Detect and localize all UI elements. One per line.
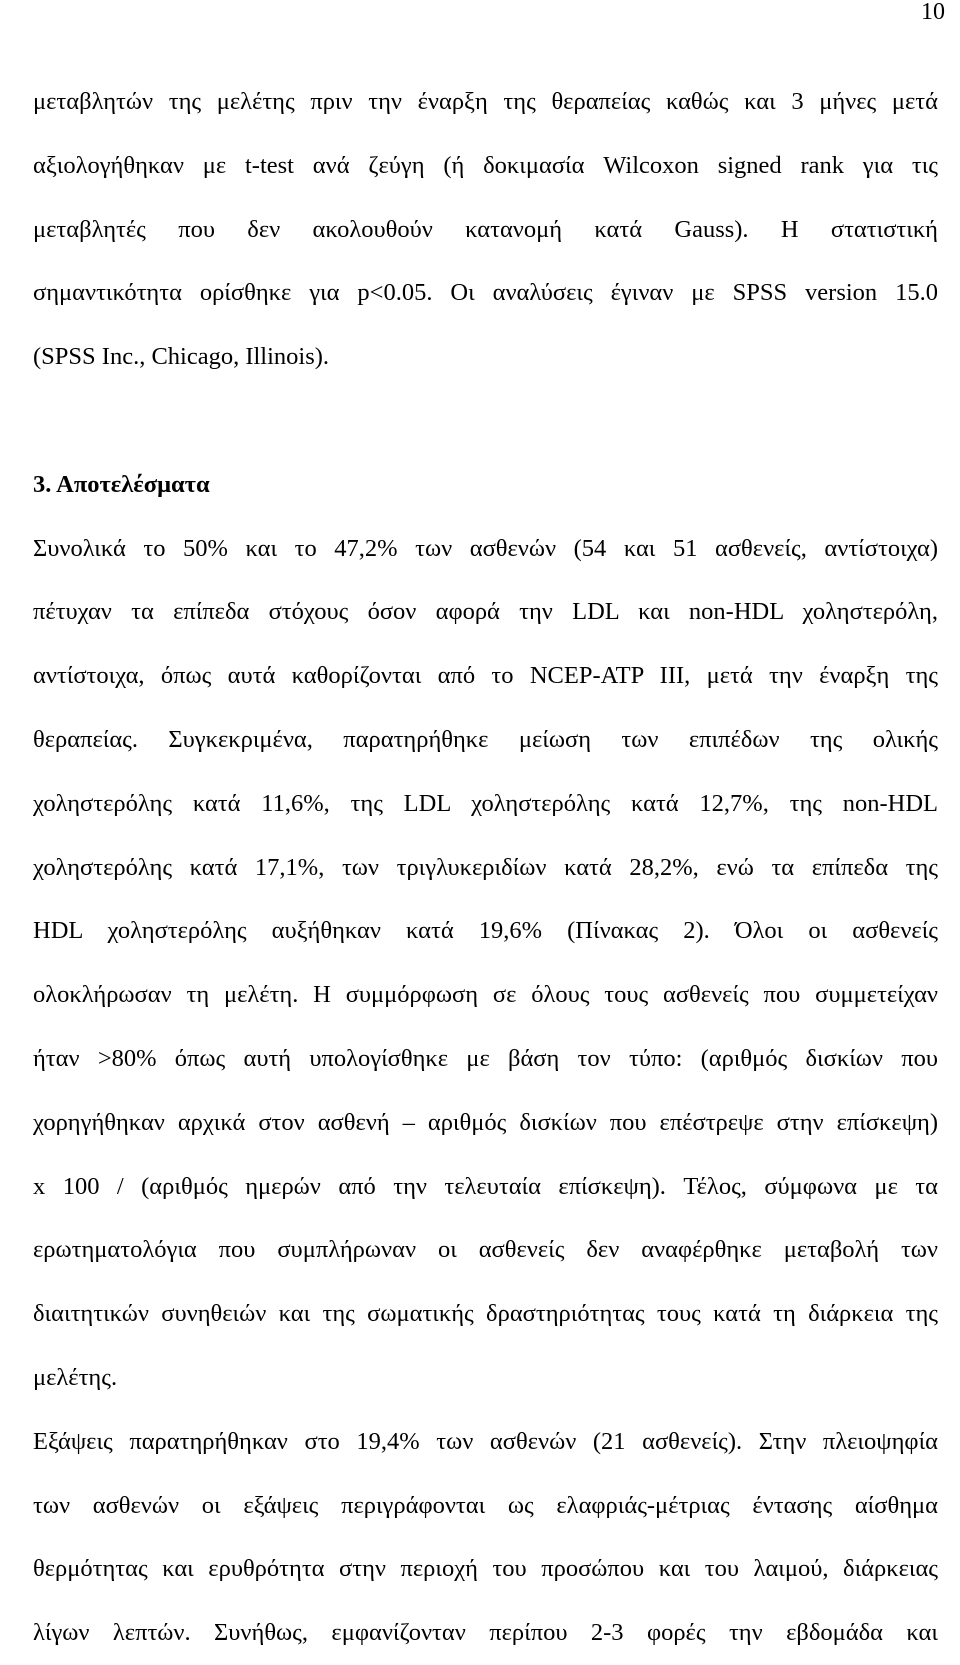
paragraph-3-line: λίγων λεπτών. Συνήθως, εμφανίζονταν περίπου 2-3 φορές την εβδομάδα και xyxy=(33,1619,938,1647)
paragraph-2-line: ολοκλήρωσαν τη μελέτη. Η συμμόρφωση σε όλους τους ασθενείς που συμμετείχαν xyxy=(33,981,938,1009)
paragraph-1-line: (SPSS Inc., Chicago, Illinois). xyxy=(33,343,330,371)
page-number: 10 xyxy=(921,0,945,25)
paragraph-2-line: αντίστοιχα, όπως αυτά καθορίζονται από το NCEP-ATP III, μετά την έναρξη της xyxy=(33,662,938,690)
paragraph-1-line: αξιολογήθηκαν με t-test ανά ζεύγη (ή δοκιμασία Wilcoxon signed rank για τις xyxy=(33,151,938,179)
paragraph-1-line: μεταβλητές που δεν ακολουθούν κατανομή κατά Gauss). Η στατιστική xyxy=(33,215,938,243)
paragraph-2-line: x 100 / (αριθμός ημερών από την τελευταία επίσκεψη). Τέλος, σύμφωνα με τα xyxy=(33,1172,938,1200)
paragraph-2-line: ερωτηματολόγια που συμπλήρωναν οι ασθενείς δεν αναφέρθηκε μεταβολή των xyxy=(33,1236,938,1264)
paragraph-2-line: Συνολικά το 50% και το 47,2% των ασθενών (54 και 51 ασθενείς, αντίστοιχα) xyxy=(33,534,938,562)
paragraph-1-line: σημαντικότητα ορίσθηκε για p<0.05. Οι αναλύσεις έγιναν με SPSS version 15.0 xyxy=(33,279,938,307)
body-text xyxy=(33,70,938,1665)
paragraph-2-line: διαιτητικών συνηθειών και της σωματικής δραστηριότητας τους κατά τη διάρκεια της xyxy=(33,1300,938,1328)
paragraph-3-line: των ασθενών οι εξάψεις περιγράφονται ως ελαφριάς-μέτριας έντασης αίσθημα xyxy=(33,1491,938,1519)
paragraph-2-line: HDL χοληστερόλης αυξήθηκαν κατά 19,6% (Πίνακας 2). Όλοι οι ασθενείς xyxy=(33,917,938,945)
paragraph-1-line: μεταβλητών της μελέτης πριν την έναρξη της θεραπείας καθώς και 3 μήνες μετά xyxy=(33,88,938,115)
paragraph-3-line: Εξάψεις παρατηρήθηκαν στο 19,4% των ασθενών (21 ασθενείς). Στην πλειοψηφία xyxy=(33,1427,938,1455)
paragraph-2-line: ήταν >80% όπως αυτή υπολογίσθηκε με βάση τον τύπο: (αριθμός δισκίων που xyxy=(33,1044,938,1072)
paragraph-2-line: χοληστερόλης κατά 11,6%, της LDL χοληστερόλης κατά 12,7%, της non-HDL xyxy=(33,789,938,817)
paragraph-2-line: μελέτης. xyxy=(33,1363,118,1391)
paragraph-2-line: χορηγήθηκαν αρχικά στον ασθενή – αριθμός δισκίων που επέστρεψε στην επίσκεψη) xyxy=(33,1108,938,1136)
paragraph-2-line: πέτυχαν τα επίπεδα στόχους όσον αφορά την LDL και non-HDL χοληστερόλη, xyxy=(33,598,938,626)
section-title: 3. Αποτελέσματα xyxy=(33,470,210,498)
paragraph-3-line: θερμότητας και ερυθρότητα στην περιοχή του προσώπου και του λαιμού, διάρκειας xyxy=(33,1555,938,1583)
paragraph-2-line: χοληστερόλης κατά 17,1%, των τριγλυκεριδίων κατά 28,2%, ενώ τα επίπεδα της xyxy=(33,853,938,881)
paragraph-2-line: θεραπείας. Συγκεκριμένα, παρατηρήθηκε μείωση των επιπέδων της ολικής xyxy=(33,725,938,753)
blank-line xyxy=(33,389,938,453)
